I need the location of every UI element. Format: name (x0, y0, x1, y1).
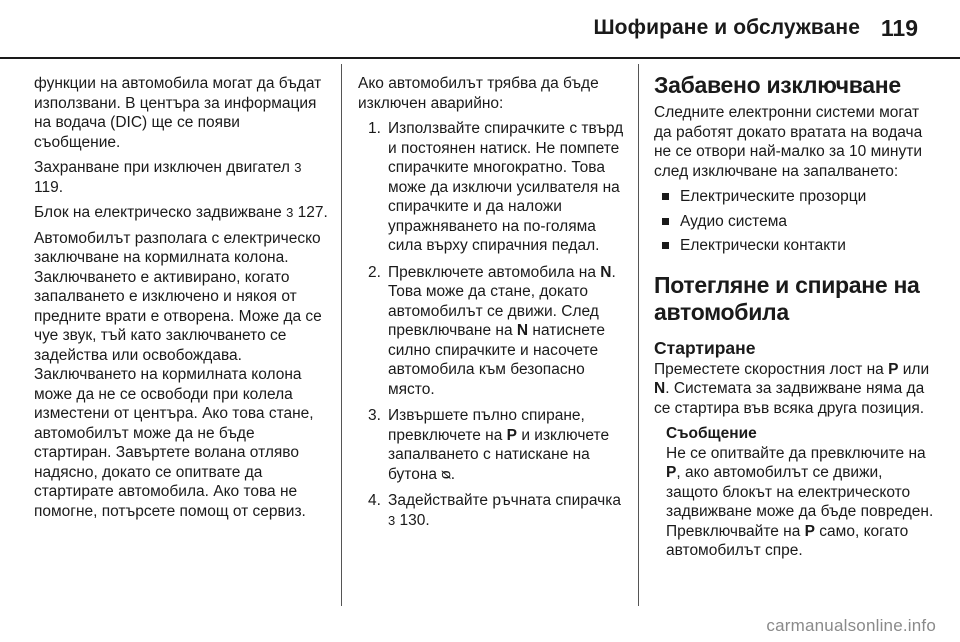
list-item (654, 187, 938, 207)
bullet-square-icon (662, 193, 669, 200)
list-item (358, 263, 628, 400)
gear-label: N (516, 322, 529, 339)
list-text: . (450, 465, 456, 483)
paragraph-text: Не се опитвайте да превключите на (666, 444, 926, 462)
page-number: 119 (880, 15, 918, 41)
column-divider-2 (638, 64, 639, 606)
paragraph-reference (34, 158, 330, 197)
section-heading: Забавено изключване (654, 72, 901, 98)
power-button-icon: ᴓ (441, 465, 451, 483)
list-text: . Това може да стане, докато автомобилът се движи. След превключване на (388, 263, 616, 339)
list-text: Извършете пълно спиране, превключете на (388, 407, 585, 444)
list-item (654, 236, 938, 256)
watermark: carmanualsonline.info (766, 616, 936, 635)
list-number: 2. (368, 263, 381, 281)
gear-label: N (654, 380, 666, 397)
column-2 (358, 74, 628, 537)
page-reference[interactable]: 130. (395, 511, 430, 529)
gear-label: N (600, 263, 612, 281)
page-reference[interactable]: 127. (297, 204, 328, 221)
list-text: Аудио система (680, 212, 788, 230)
list-text: Превключете автомобила на (388, 263, 601, 281)
bullet-square-icon (662, 242, 669, 249)
list-text: Използвайте спирачките с твърд и постоянен натиск. Не помпете спирачките многократно. Това може да изключи усилвателя на спирачките и да наложи упражняването на по-голяма сила върху спирачния педал. (388, 120, 624, 254)
paragraph: Следните електронни системи могат да работят докато вратата на водача не се отвори най-малко за 10 минути след изключване на запалването: (654, 104, 923, 180)
column-3 (654, 74, 938, 561)
paragraph-text: , ако автомобилът се движи, защото блокът на електрическото задвижване може да бъде повреден. Превключвайте на (666, 464, 934, 540)
list-item (358, 406, 628, 484)
page-reference-icon: 3 (286, 205, 294, 220)
list-item (358, 119, 628, 256)
column-1 (34, 74, 330, 527)
bullet-square-icon (662, 218, 669, 225)
paragraph (654, 360, 938, 419)
list-number: 3. (368, 407, 381, 424)
paragraph-text: само, когато автомобилът спре. (666, 522, 909, 559)
page-reference[interactable]: 119. (34, 178, 64, 196)
notice-text (666, 444, 938, 561)
paragraph: Автомобилът разполага с електрическо заключване на кормилната колона. Заключването е активирано, когато запалването е изключено и някоя от предните врати е отворена. Може да се чуе звук, тъй като заключването се задейства или освобождава. Заключването на кормилната колона може да не се освободи при колела изместени от центъра. Ако това стане, автомобилът може да не бъде стартиран. Завъртете волана отляво надясно, докато се опитвате да стартирате автомобила. Ако това не помогне, потърсете помощ от сервиз. (34, 229, 322, 520)
section-heading: Потегляне и спиране на автомобила (654, 271, 920, 325)
list-text: Задействайте ръчната спирачка (388, 492, 621, 509)
list-text: натиснете силно спирачките и насочете автомобила към безопасно място. (388, 322, 605, 398)
paragraph: функции на автомобила могат да бъдат използвани. В центъра за информация на водача (DIC) ще се появи съобщение. (34, 75, 322, 151)
notice-title: Съобщение (666, 425, 757, 442)
list-text: и изключете запалването с натискане на бутона (388, 426, 610, 483)
column-divider-1 (341, 64, 342, 606)
paragraph: Ако автомобилът трябва да бъде изключен аварийно: (358, 75, 599, 112)
list-number: 1. (368, 120, 381, 137)
numbered-list (358, 119, 628, 530)
gear-label: P (804, 522, 815, 540)
list-text: Електрически контакти (680, 237, 846, 254)
page-reference-icon: 3 (294, 160, 302, 175)
paragraph-reference (34, 203, 330, 223)
list-item (654, 212, 938, 232)
subsection-heading: Стартиране (654, 337, 756, 358)
list-text: Електрическите прозорци (680, 188, 867, 205)
paragraph-text: . Системата за задвижване няма да се стартира във всяка друга позиция. (654, 380, 925, 417)
paragraph-text: или (898, 360, 930, 378)
header-divider (0, 57, 960, 59)
page-reference-icon: 3 (388, 512, 396, 528)
list-item (358, 491, 628, 530)
reference-text: Блок на електрическо задвижване (34, 204, 282, 221)
gear-label: P (666, 464, 677, 481)
paragraph-text: Преместете скоростния лост на (654, 360, 889, 378)
page-header (0, 0, 960, 60)
bullet-list (654, 187, 938, 256)
notice-block (666, 424, 938, 561)
reference-text: Захранване при изключен двигател (34, 159, 290, 176)
gear-label: P (506, 426, 518, 444)
section-title: Шофиране и обслужване (593, 16, 860, 39)
list-number: 4. (368, 492, 381, 509)
gear-label: P (888, 360, 899, 378)
